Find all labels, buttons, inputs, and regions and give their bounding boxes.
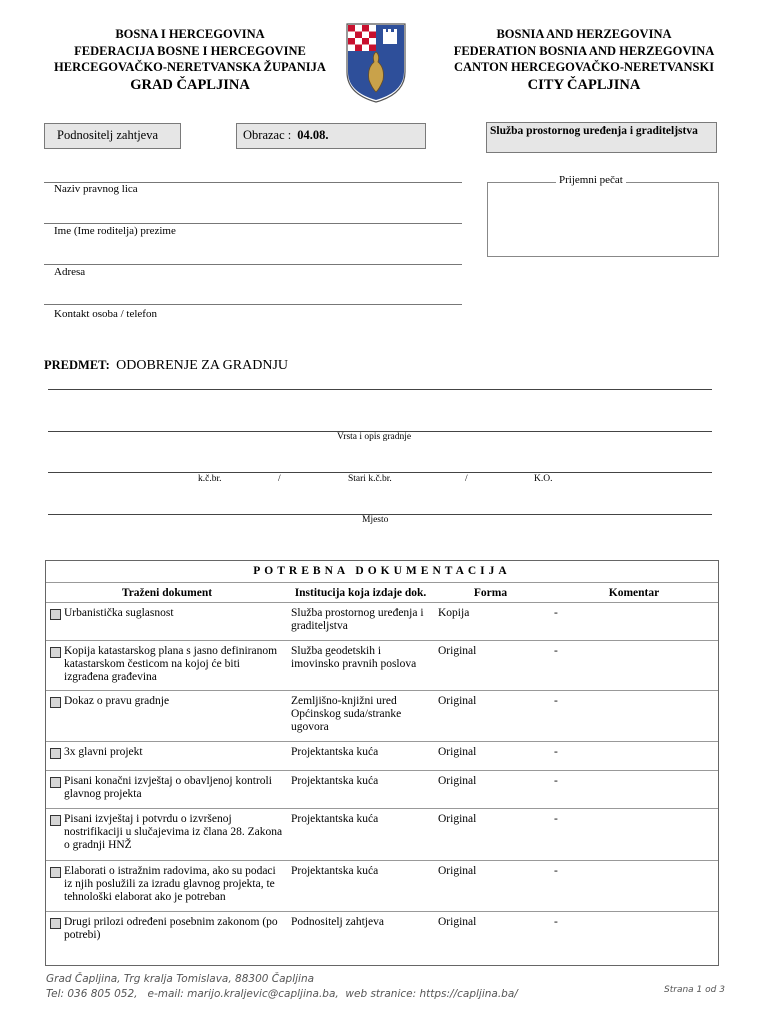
table-row — [46, 911, 718, 966]
caption-slash-1: / — [278, 474, 281, 484]
row-document: Drugi prilozi određeni posebnim zakonom (po potrebi) — [64, 916, 278, 941]
row-form: Original — [438, 775, 477, 787]
row-document: Kopija katastarskog plana s jasno definiranom katastarskom česticom na kojoj će biti izgrađena građevina — [64, 645, 278, 683]
row-comment: - — [554, 865, 558, 877]
coat-of-arms-icon — [345, 22, 407, 104]
header-right-line-4: CITY ČAPLJINA — [527, 76, 641, 93]
header-form: Forma — [473, 587, 508, 599]
reception-stamp-label: Prijemni pečat — [556, 174, 626, 186]
footer-contact-line: Tel: 036 805 052, e-mail: marijo.kraljevic@capljina.ba, web stranice: https://capljina.ba/ — [46, 988, 518, 1000]
header-left-line-3: HERCEGOVAČKO-NERETVANSKA ŽUPANIJA — [54, 60, 326, 74]
row-institution: Projektantska kuća — [291, 813, 379, 825]
documentation-title: POTREBNA DOKUMENTACIJA — [46, 561, 718, 583]
caption-slash-2: / — [465, 474, 468, 484]
row-institution: Projektantska kuća — [291, 746, 379, 758]
row-form: Original — [438, 695, 477, 707]
row-form: Kopija — [438, 607, 470, 619]
subject-value: ODOBRENJE ZA GRADNJU — [116, 358, 289, 373]
field-line-address[interactable] — [44, 264, 462, 265]
form-number: 04.08. — [297, 128, 329, 142]
row-form: Original — [438, 746, 477, 758]
checkbox[interactable] — [50, 777, 61, 788]
row-document: 3x glavni projekt — [64, 746, 143, 758]
checkbox[interactable] — [50, 918, 61, 929]
row-document: Pisani konačni izvještaj o obavljenoj kontroli glavnog projekta — [64, 775, 272, 800]
row-comment: - — [554, 916, 558, 928]
header-right-line-2: FEDERATION BOSNIA AND HERZEGOVINA — [453, 43, 715, 58]
footer-address-line: Grad Čapljina, Trg kralja Tomislava, 88300 Čapljina — [46, 973, 315, 985]
form-label: Obrazac : — [243, 128, 292, 142]
checkbox[interactable] — [50, 867, 61, 878]
header-institution: Institucija koja izdaje dok. — [294, 587, 427, 599]
row-document: Urbanistička suglasnost — [64, 607, 174, 619]
row-comment: - — [554, 695, 558, 707]
row-form: Original — [438, 916, 477, 928]
caption-construction-type: Vrsta i opis gradnje — [337, 432, 412, 442]
row-form: Original — [438, 813, 477, 825]
header-left-line-2: FEDERACIJA BOSNE I HERCEGOVINE — [74, 43, 306, 58]
row-institution: Projektantska kuća — [291, 775, 379, 787]
service-box: Služba prostornog uređenja i graditeljstva — [486, 122, 717, 153]
field-label-legal-name: Naziv pravnog lica — [54, 183, 138, 195]
table-row — [46, 808, 718, 861]
row-institution: Projektantska kuća — [291, 865, 379, 877]
row-document: Pisani izvještaj i potvrdu o izvršenoj nostrifikaciji u slučajevima iz člana 28. Zakona o gradnji HNŽ — [64, 813, 283, 851]
header-comment: Komentar — [608, 587, 660, 599]
header-right-line-3: CANTON HERCEGOVAČKO-NERETVANSKI — [453, 60, 715, 74]
header-right-line-1: BOSNIA AND HERZEGOVINA — [496, 27, 672, 41]
field-label-address: Adresa — [54, 266, 86, 278]
reception-stamp-box — [487, 182, 719, 257]
row-comment: - — [554, 607, 558, 619]
field-line-contact[interactable] — [44, 304, 462, 305]
line-parcel[interactable] — [48, 472, 712, 473]
checkbox[interactable] — [50, 697, 61, 708]
subject-prefix: PREDMET: — [44, 358, 110, 372]
row-comment: - — [554, 645, 558, 657]
row-comment: - — [554, 813, 558, 825]
checkbox[interactable] — [50, 647, 61, 658]
header-left-line-1: BOSNA I HERCEGOVINA — [115, 27, 265, 41]
row-form: Original — [438, 645, 477, 657]
field-label-contact: Kontakt osoba / telefon — [54, 308, 157, 320]
checkbox[interactable] — [50, 609, 61, 620]
field-label-name: Ime (Ime roditelja) prezime — [54, 225, 176, 237]
row-institution: Zemljišno-knjižni ured Općinskog suda/stranke ugovora — [291, 695, 402, 733]
applicant-box: Podnositelj zahtjeva — [44, 123, 181, 149]
table-row — [46, 741, 718, 771]
row-institution: Služba geodetskih i imovinsko pravnih poslova — [291, 645, 417, 670]
row-institution: Podnositelj zahtjeva — [291, 916, 384, 928]
caption-ko: K.O. — [534, 474, 553, 484]
header-right — [434, 26, 734, 94]
footer-address — [46, 972, 518, 1002]
header-left-line-4: GRAD ČAPLJINA — [130, 76, 250, 93]
table-row — [46, 602, 718, 641]
table-row — [46, 690, 718, 742]
documentation-table — [45, 560, 719, 966]
header-document: Traženi dokument — [121, 587, 213, 599]
caption-kc: k.č.br. — [198, 474, 222, 484]
page-number: Strana 1 od 3 — [664, 985, 725, 995]
row-document: Elaborati o istražnim radovima, ako su podaci iz njih poslužili za izradu glavnog projekta, te tehnološki elaborat ako je potreban — [64, 865, 276, 903]
table-row — [46, 640, 718, 691]
subject — [44, 357, 288, 374]
table-row — [46, 770, 718, 809]
field-line-name[interactable] — [44, 223, 462, 224]
row-comment: - — [554, 775, 558, 787]
table-row — [46, 860, 718, 912]
form-number-box — [236, 123, 426, 149]
checkbox[interactable] — [50, 748, 61, 759]
row-form: Original — [438, 865, 477, 877]
header-left — [40, 26, 340, 94]
checkbox[interactable] — [50, 815, 61, 826]
caption-place: Mjesto — [362, 515, 389, 525]
row-comment: - — [554, 746, 558, 758]
line-subject[interactable] — [48, 389, 712, 390]
row-institution: Služba prostornog uređenja i graditeljstva — [291, 607, 424, 632]
caption-old-kc: Stari k.č.br. — [348, 474, 392, 484]
row-document: Dokaz o pravu gradnje — [64, 695, 170, 707]
